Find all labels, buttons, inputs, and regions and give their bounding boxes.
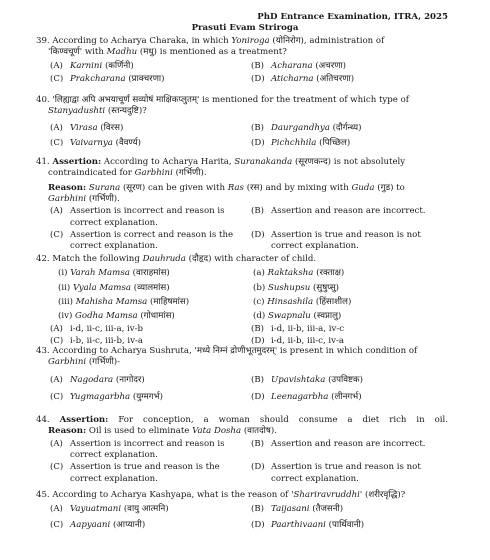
option-label: (D) (251, 74, 265, 85)
stem-text: According to Acharya Kashyapa, what is the reason of (52, 490, 289, 500)
option-b[interactable]: Assertion and reason are incorrect. (271, 438, 426, 449)
option-a[interactable]: Assertion is incorrect and reason is correct explanation. (70, 438, 225, 461)
stem-text: According to Acharya Harita, (103, 157, 232, 167)
question-number: 43. (36, 346, 50, 356)
option-c[interactable]: Vaivarnya (वैवर्ण्य) (70, 138, 141, 149)
stem-term: Ras (227, 182, 244, 193)
stem-term: Garbhini (48, 357, 87, 368)
question-44 (36, 415, 448, 485)
question-number: 40. (36, 95, 50, 105)
stem-hindi: (गर्भिणी). (175, 168, 207, 179)
question-stem (36, 95, 448, 118)
option-b[interactable]: i-d, ii-b, iii-a, iv-c (271, 323, 345, 334)
question-41 (36, 157, 448, 253)
exam-title: PhD Entrance Examination, ITRA, 2025 (257, 12, 448, 22)
stem-hindi: (सूरणकन्द) (294, 157, 331, 167)
options (50, 123, 448, 150)
stem-text: According to Acharya Sushruta, (52, 346, 192, 356)
match-right-item: (d) Swapnalu (स्वप्नालु) (253, 311, 342, 322)
assertion (36, 415, 448, 426)
stem-term: Suranakanda (234, 157, 293, 167)
option-d[interactable]: Assertion is true and reason is not correct explanation. (271, 230, 421, 252)
stem-text: and by mixing with (265, 182, 349, 193)
option-label: (B) (251, 438, 265, 449)
stem-hindi: (स्तन्यदुष्टि)? (107, 106, 147, 117)
question-number: 44. (36, 415, 50, 425)
reason (36, 426, 448, 437)
stem-hindi: (मधु) (139, 47, 158, 58)
stem-text: can be given with (147, 182, 226, 193)
option-label: (B) (251, 60, 265, 71)
stem-term: Madhu (106, 47, 138, 58)
option-d[interactable]: Assertion is true and reason is not correct explanation. (271, 462, 421, 484)
option-c[interactable]: Assertion is true and reason is the correct explanation. (70, 462, 220, 484)
option-b[interactable]: Acharana (अचरणा) (271, 60, 346, 71)
stem-text: to (396, 182, 405, 193)
option-label: (A) (50, 122, 63, 133)
question-number: 41. (36, 157, 50, 167)
question-number: 45. (36, 490, 50, 500)
option-c[interactable]: Prakcharana (प्राक्चरणा) (70, 74, 165, 85)
option-label: (A) (50, 206, 63, 217)
match-left-item: (iv) Godha Mamsa (गोधामांस) (58, 311, 175, 322)
stem-term: Stanyadushti (48, 106, 106, 117)
stem-text: administration of (309, 36, 385, 46)
stem-term: Yoniroga (231, 36, 270, 46)
option-label: (D) (251, 462, 265, 473)
option-label: (B) (251, 323, 265, 334)
stem-text: is present in which condition of (279, 346, 418, 356)
option-label: (D) (251, 392, 265, 403)
option-label: (C) (50, 392, 64, 403)
match-right-item: (a) Raktaksha (रक्ताक्ष) (253, 268, 345, 279)
option-label: (C) (50, 138, 64, 149)
stem-hindi: (गर्भिणी). (88, 194, 120, 205)
option-label: (C) (50, 462, 64, 473)
option-a[interactable]: i-d, ii-c, iii-a, iv-b (70, 323, 144, 334)
question-stem (36, 346, 448, 369)
assertion-label: Assertion: (59, 415, 109, 425)
options (50, 504, 448, 531)
option-label: (B) (251, 504, 265, 515)
option-a[interactable]: Virasa (विरस) (70, 122, 124, 133)
question-39 (36, 36, 448, 85)
option-label: (A) (50, 323, 63, 334)
stem-text: is not absolutely (333, 157, 406, 167)
stem-hindi: (शरीरवृद्धि)? (365, 490, 406, 500)
stem-term: Vata Dosha (192, 426, 242, 437)
stem-text: For conception, a woman should consume a diet rich in oil. (118, 415, 448, 425)
option-label: (A) (50, 374, 63, 385)
option-label: (A) (50, 438, 63, 449)
question-stem (36, 490, 448, 501)
stem-term: 'Shariravruddhi' (291, 490, 363, 500)
option-c[interactable]: Yugmagarbha (युग्मगर्भ) (70, 392, 163, 403)
option-label: (D) (251, 519, 265, 530)
question-number: 42. (36, 254, 50, 264)
question-45 (36, 490, 448, 531)
stem-text: Match the following (52, 254, 140, 264)
option-d[interactable]: Aticharna (अतिचरणा) (271, 74, 355, 85)
stem-text: with (84, 47, 104, 58)
options (50, 439, 448, 485)
option-a[interactable]: Karnini (कर्णिनी) (70, 60, 134, 71)
stem-hindi: (योनिरोग), (272, 36, 307, 46)
stem-text: Oil is used to eliminate (88, 426, 190, 437)
stem-text: is mentioned for the treatment of which type of (202, 95, 409, 105)
option-c[interactable]: i-b, ii-c, iii-b, iv-a (70, 336, 144, 347)
stem-text: with character of child. (214, 254, 317, 264)
option-d[interactable]: Leenagarbha (लीनगर्भ) (271, 392, 362, 403)
question-40 (36, 95, 448, 149)
question-stem (36, 254, 448, 265)
question-43 (36, 346, 448, 403)
option-label: (C) (50, 230, 64, 241)
assertion-label: Assertion: (52, 157, 102, 167)
stem-hindi: (वातदोष). (243, 426, 277, 437)
options (50, 206, 448, 252)
stem-term: Garbhini (48, 194, 87, 205)
options (50, 324, 448, 348)
option-d[interactable]: Paarthivaani (पार्थिवानी) (271, 519, 365, 530)
option-label: (D) (251, 230, 265, 241)
option-label: (A) (50, 60, 63, 71)
reason-label: Reason: (48, 182, 87, 193)
stem-hindi: 'किण्वचूर्ण' (48, 47, 83, 58)
stem-term: Surana (88, 182, 121, 193)
stem-hindi: 'लिह्याद्वा अपि अभयाचूर्णं सव्योषं माक्षिकप्लुतम्' (52, 95, 200, 105)
stem-hindi: (दौहृद) (188, 254, 212, 264)
option-a[interactable]: Vayuatmani (वायु आत्मनि) (70, 504, 169, 515)
question-42 (36, 254, 448, 347)
stem-text: is mentioned as a treatment? (159, 47, 287, 58)
option-label: (B) (251, 206, 265, 217)
stem-hindi: (गुड) (377, 182, 394, 193)
match-table (58, 268, 448, 322)
match-right-item: (b) Sushupsu (सुषुप्सु) (253, 282, 340, 293)
stem-term: Garbhini (134, 168, 173, 179)
question-stem (36, 36, 448, 59)
option-label: (D) (251, 138, 265, 149)
match-left-item: (i) Varah Mamsa (वाराहमांस) (58, 268, 170, 279)
option-d[interactable]: Pichchhila (पिच्छिल) (271, 138, 351, 149)
option-b[interactable]: Taijasani (तैजसनी) (271, 504, 344, 515)
reason-label: Reason: (48, 426, 87, 437)
option-label: (B) (251, 122, 265, 133)
option-b[interactable]: Daurgandhya (दौर्गन्ध्य) (271, 122, 362, 133)
option-label: (B) (251, 374, 265, 385)
option-b[interactable]: Upavishtaka (उपविष्टक) (271, 374, 363, 385)
question-number: 39. (36, 36, 50, 46)
option-label: (C) (50, 74, 64, 85)
stem-term: Dauhruda (142, 254, 186, 264)
option-label: (D) (251, 336, 265, 347)
stem-hindi: (गर्भिणी)- (88, 357, 121, 368)
stem-hindi: 'मध्ये निम्नं द्रोणीभूतमुदरम्' (194, 346, 278, 356)
option-c[interactable]: Assertion is correct and reason is the correct explanation. (70, 230, 234, 252)
subject-title: Prasuti Evam Striroga (191, 23, 299, 33)
reason (36, 183, 448, 206)
match-right-item: (c) Hinsashila (हिंसाशील) (253, 297, 352, 308)
option-d[interactable]: i-d, ii-b, iii-c, iv-a (271, 336, 345, 347)
option-c[interactable]: Aapyaani (आप्यानी) (70, 519, 146, 530)
option-b[interactable]: Assertion and reason are incorrect. (271, 206, 426, 217)
option-label: (A) (50, 504, 63, 515)
stem-text: According to Acharya Charaka, in which (52, 36, 229, 46)
assertion (36, 157, 448, 180)
options (50, 375, 448, 404)
option-a[interactable]: Nagodara (नागोदर) (70, 374, 145, 385)
option-label: (C) (50, 519, 64, 530)
stem-hindi: (रस) (246, 182, 263, 193)
match-left-item: (ii) Vyala Mamsa (व्यालमांस) (58, 282, 170, 293)
option-label: (C) (50, 336, 64, 347)
stem-term: Guda (351, 182, 375, 193)
stem-hindi: (सूरण) (122, 182, 146, 193)
options (50, 61, 448, 86)
option-a[interactable]: Assertion is incorrect and reason is correct explanation. (70, 206, 225, 228)
stem-text: contraindicated for (48, 168, 132, 179)
match-left-item: (iii) Mahisha Mamsa (माहिषमांस) (58, 297, 190, 308)
